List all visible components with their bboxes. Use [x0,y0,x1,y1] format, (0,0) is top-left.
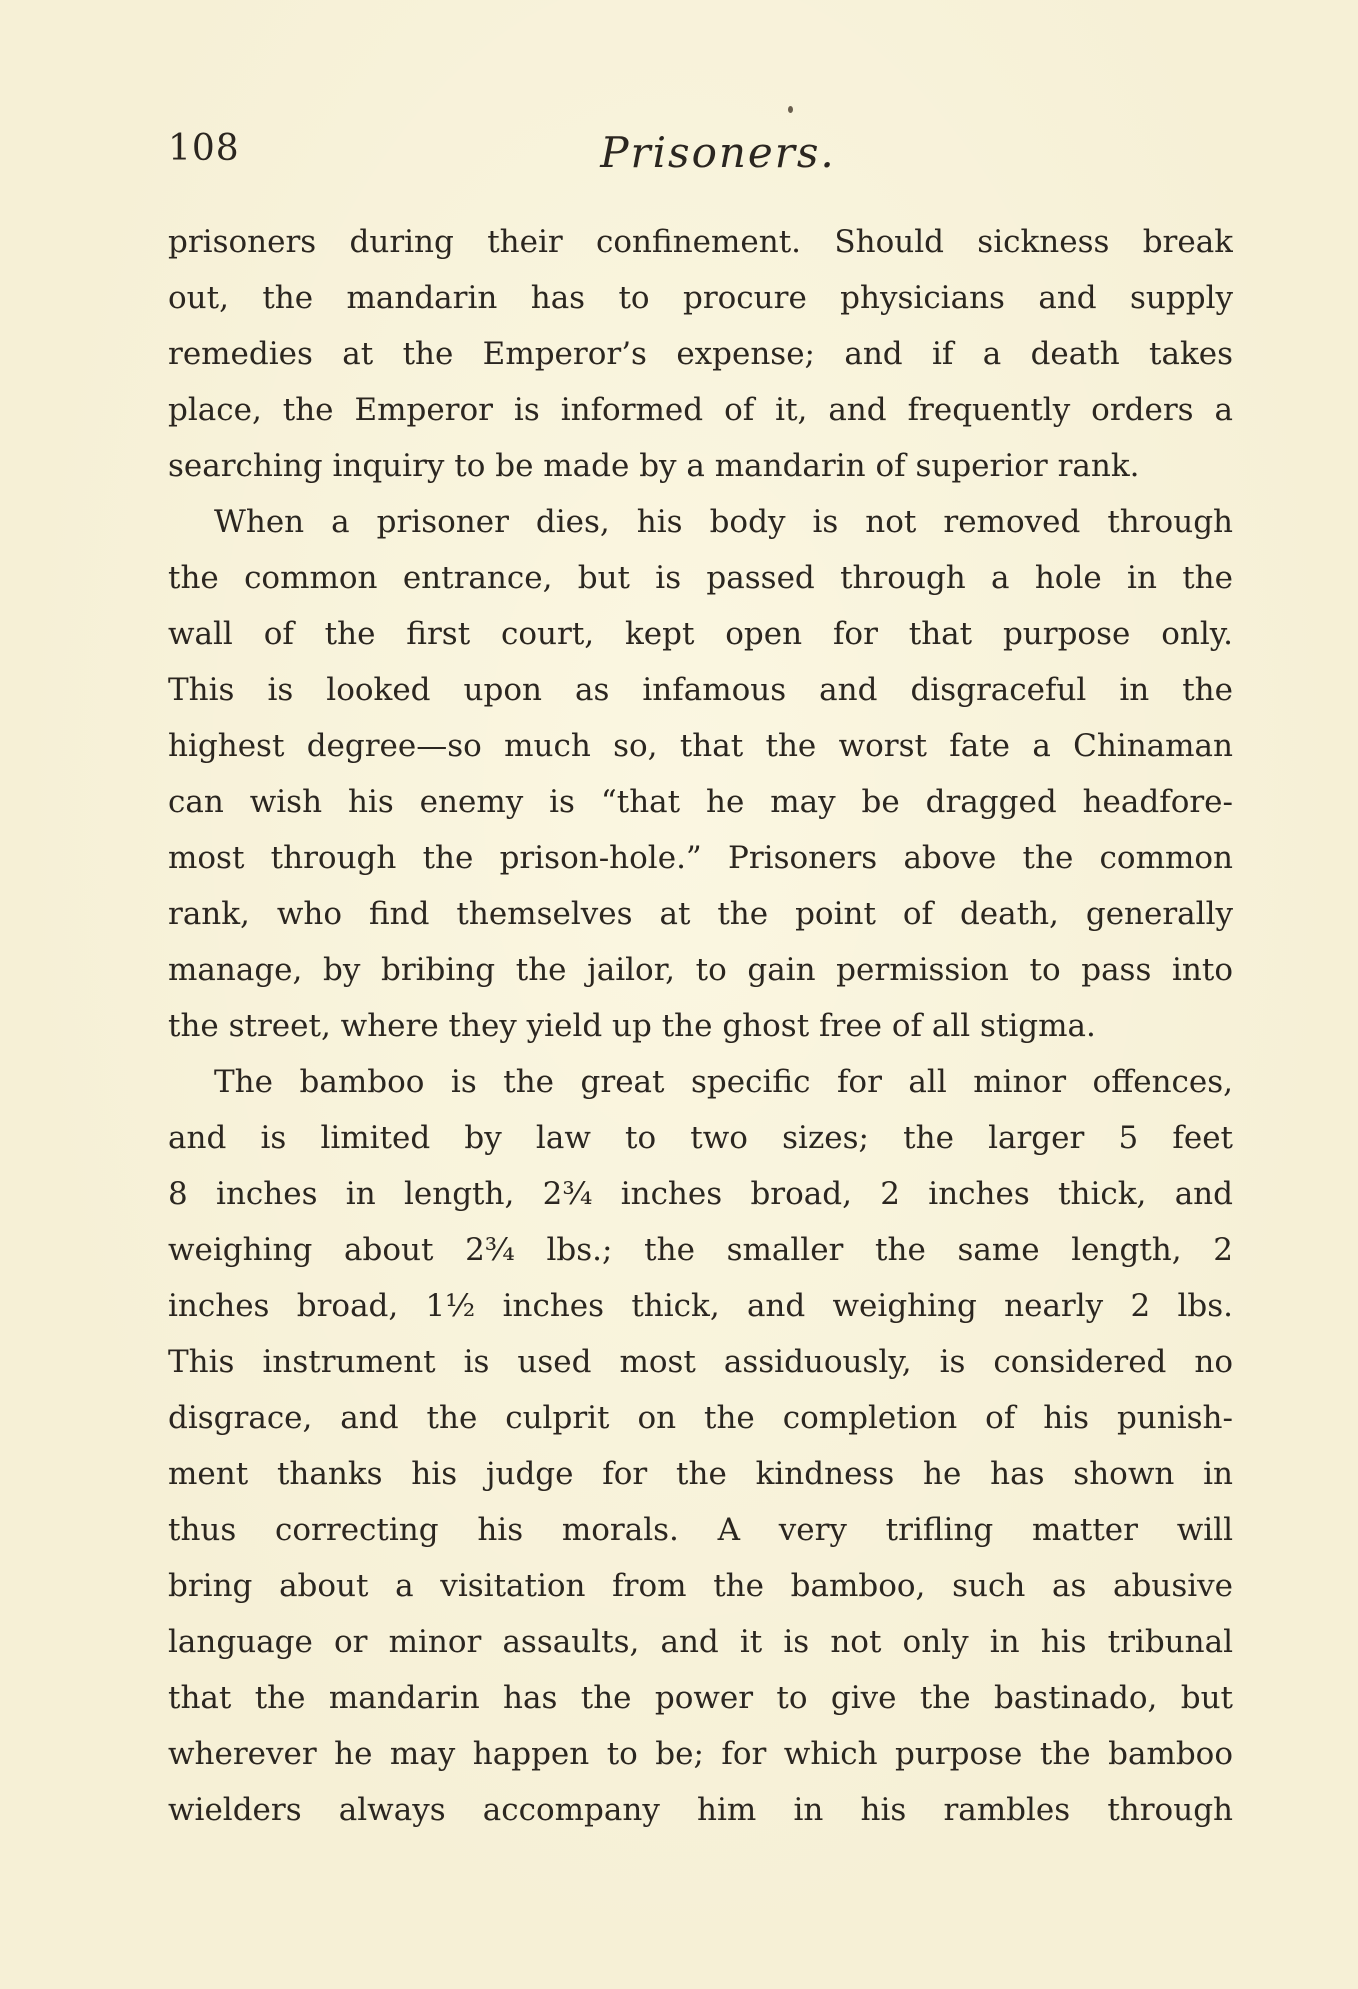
text-line: highest degree—so much so, that the worst fate a Chinaman [168,728,1233,764]
text-line: 8 inches in length, 2¾ inches broad, 2 inches thick, and [168,1176,1233,1212]
text-line: When a prisoner dies, his body is not removed through [214,504,1233,540]
text-line: bring about a visitation from the bamboo, such as abusive [168,1568,1233,1604]
text-line: rank, who find themselves at the point of death, generally [168,896,1233,932]
text-line: wielders always accompany him in his rambles through [168,1792,1233,1828]
text-line: remedies at the Emperor’s expense; and if a death takes [168,336,1233,372]
text-line: This instrument is used most assiduously, is considered no [168,1344,1233,1380]
body-text [168,214,1233,1838]
text-line: out, the mandarin has to procure physicians and supply [168,280,1233,316]
text-line: the common entrance, but is passed through a hole in the [168,560,1233,596]
ink-speck [788,106,793,113]
page-number: 108 [168,128,240,169]
text-line: thus correcting his morals. A very trifling matter will [168,1512,1233,1548]
text-line: inches broad, 1½ inches thick, and weighing nearly 2 lbs. [168,1288,1233,1324]
running-title: Prisoners. [600,128,836,177]
text-line: most through the prison-hole.” Prisoners above the common [168,840,1233,876]
text-line: ment thanks his judge for the kindness he has shown in [168,1456,1233,1492]
text-line: can wish his enemy is “that he may be dragged headfore- [168,784,1233,820]
text-line: that the mandarin has the power to give the bastinado, but [168,1680,1233,1716]
text-line: searching inquiry to be made by a mandarin of superior rank. [168,448,1140,484]
text-line: language or minor assaults, and it is not only in his tribunal [168,1624,1233,1660]
text-line: This is looked upon as infamous and disgraceful in the [168,672,1233,708]
text-line: and is limited by law to two sizes; the larger 5 feet [168,1120,1233,1156]
text-line: wall of the first court, kept open for that purpose only. [168,616,1233,652]
text-line: wherever he may happen to be; for which purpose the bamboo [168,1736,1233,1772]
text-line: weighing about 2¾ lbs.; the smaller the same length, 2 [168,1232,1233,1268]
text-line: manage, by bribing the jailor, to gain permission to pass into [168,952,1233,988]
text-line: disgrace, and the culprit on the completion of his punish- [168,1400,1233,1436]
text-line: prisoners during their confinement. Should sickness break [168,224,1233,260]
page-header [168,128,1228,188]
text-line: The bamboo is the great specific for all minor offences, [214,1064,1233,1100]
text-line: the street, where they yield up the ghost free of all stigma. [168,1008,1096,1044]
text-line: place, the Emperor is informed of it, and frequently orders a [168,392,1233,428]
